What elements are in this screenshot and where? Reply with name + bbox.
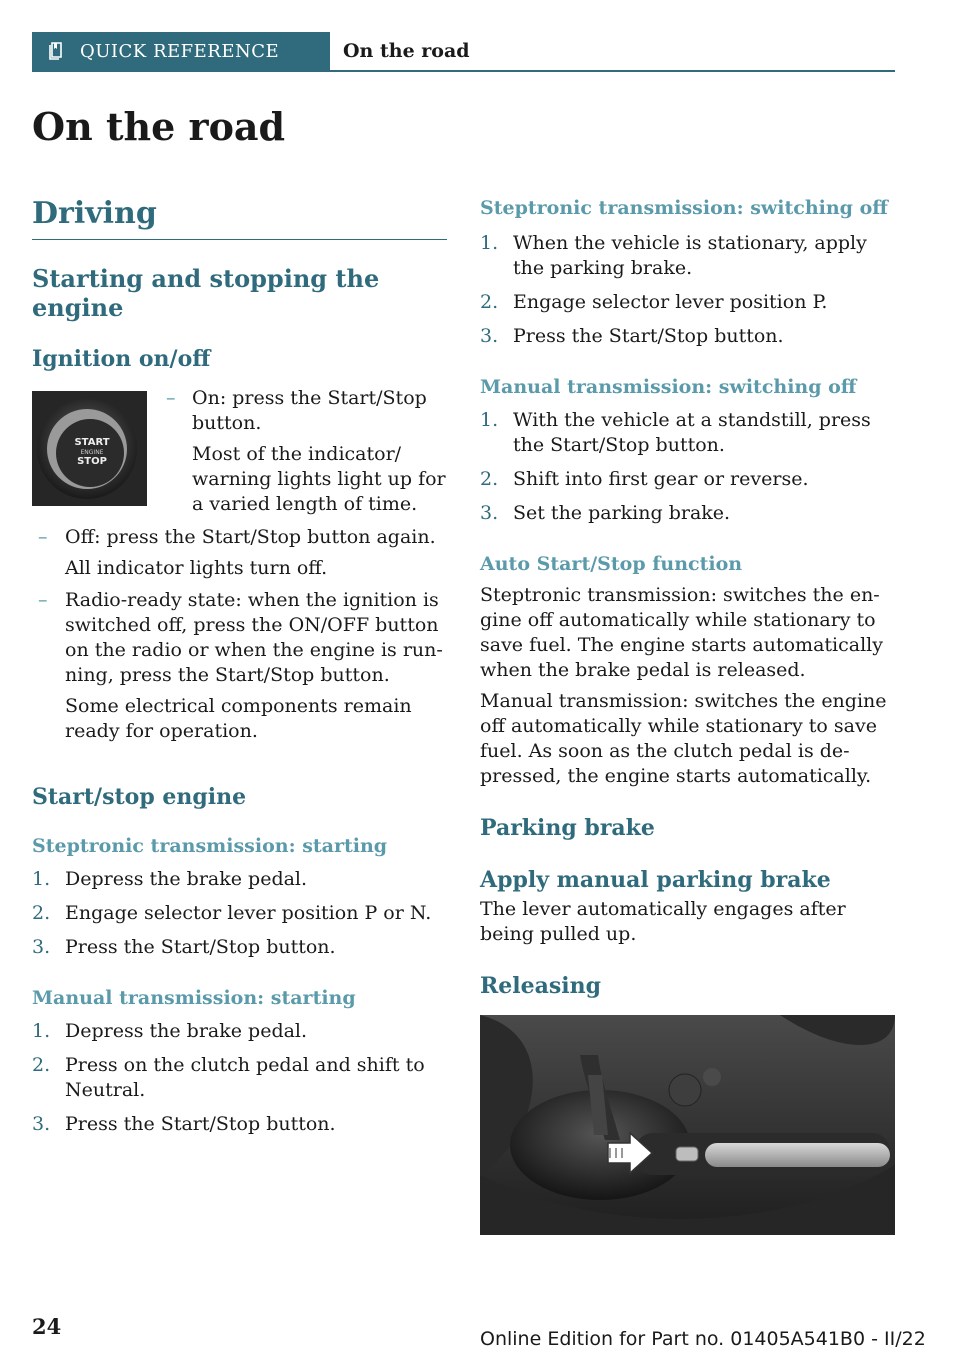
starting-stopping-heading: Starting and stopping the engine — [32, 264, 380, 322]
list-item — [32, 935, 447, 960]
step-number: 2. — [480, 468, 499, 490]
ignition-on-note: Most of the indicator/ warning lights light up for a varied length of time. — [192, 443, 446, 515]
step-number: 1. — [32, 868, 51, 890]
releasing-heading: Releasing — [480, 973, 602, 999]
breadcrumb[interactable]: On the road — [343, 40, 470, 62]
list-item — [32, 1053, 447, 1103]
ignition-on-text: On: press the Start/Stop button. — [192, 387, 427, 434]
page-title: On the road — [32, 104, 286, 149]
step-text: Engage selector lever position P. — [513, 291, 828, 313]
driving-heading: Driving — [32, 196, 447, 240]
steptronic-off-steps — [480, 231, 895, 349]
step-number: 3. — [480, 325, 499, 347]
right-column — [480, 196, 895, 1235]
button-text-stop: STOP — [77, 456, 107, 467]
step-number: 1. — [480, 409, 499, 431]
ignition-heading: Ignition on/off — [32, 346, 211, 372]
step-text: Depress the brake pedal. — [65, 1020, 308, 1042]
step-text: When the vehicle is stationary, apply the parking brake. — [513, 232, 867, 279]
step-text: Press the Start/Stop button. — [513, 325, 784, 347]
left-column — [32, 196, 447, 1137]
step-number: 2. — [480, 291, 499, 313]
list-item — [480, 467, 895, 492]
list-item — [480, 501, 895, 526]
steptronic-start-steps — [32, 867, 447, 960]
step-text: Engage selector lever position P or N. — [65, 902, 432, 924]
step-text: With the vehicle at a standstill, press the Start/Stop button. — [513, 409, 871, 456]
list-item — [32, 1019, 447, 1044]
list-item — [32, 525, 447, 581]
step-text: Press the Start/Stop button. — [65, 1113, 336, 1135]
list-item — [32, 1112, 447, 1137]
list-item — [480, 324, 895, 349]
auto-start-stop-manual: Manual transmission: switches the engine off automatically while stationary to save fuel. As soon as the clutch pedal is de-pressed, the engine starts automatically. — [480, 690, 887, 787]
step-text: Shift into first gear or reverse. — [513, 468, 809, 490]
start-stop-heading: Start/stop engine — [32, 784, 247, 810]
manual-start-steps — [32, 1019, 447, 1137]
step-text: Press the Start/Stop button. — [65, 936, 336, 958]
radio-ready-note: Some electrical components remain ready for operation. — [65, 695, 412, 742]
list-item — [32, 901, 447, 926]
section-label: QUICK REFERENCE — [80, 40, 280, 62]
parking-brake-photo — [480, 1015, 895, 1235]
steptronic-start-heading: Steptronic transmission: starting — [32, 835, 388, 857]
book-icon — [46, 40, 68, 62]
step-number: 1. — [32, 1020, 51, 1042]
step-text: Set the parking brake. — [513, 502, 731, 524]
auto-start-stop-steptronic: Steptronic transmission: switches the en-gine off automatically while stationary to save fuel. The engine starts automatically when the brake pedal is released. — [480, 584, 883, 681]
step-number: 3. — [32, 936, 51, 958]
step-number: 3. — [480, 502, 499, 524]
list-item — [32, 588, 447, 744]
step-text: Press on the clutch pedal and shift to Neutral. — [65, 1054, 425, 1101]
list-item — [480, 290, 895, 315]
parking-brake-heading: Parking brake — [480, 815, 655, 841]
apply-parking-brake-text: The lever automatically engages after being pulled up. — [480, 898, 846, 945]
step-number: 2. — [32, 1054, 51, 1076]
auto-start-stop-heading: Auto Start/Stop function — [480, 553, 743, 575]
step-number: 2. — [32, 902, 51, 924]
apply-parking-brake-heading: Apply manual parking brake — [480, 867, 831, 893]
section-tab[interactable] — [32, 32, 330, 70]
list-item — [480, 408, 895, 458]
steptronic-off-heading: Steptronic transmission: switching off — [480, 197, 888, 219]
button-text-start: START — [74, 437, 110, 448]
start-stop-button-photo — [32, 391, 147, 506]
button-text-engine: ENGINE — [80, 449, 104, 456]
manual-off-steps — [480, 408, 895, 526]
dash-marker: – — [38, 526, 48, 548]
ignition-off-note: All indicator lights turn off. — [65, 557, 328, 579]
edition-note: Online Edition for Part no. 01405A541B0 - II/22 — [480, 1328, 926, 1350]
dash-marker: – — [166, 387, 176, 409]
manual-off-heading: Manual transmission: switching off — [480, 376, 857, 398]
list-item — [160, 386, 447, 517]
step-number: 1. — [480, 232, 499, 254]
step-number: 3. — [32, 1113, 51, 1135]
step-text: Depress the brake pedal. — [65, 868, 308, 890]
radio-ready-text: Radio-ready state: when the ignition is switched off, press the ON/OFF button on the radio or when the engine is run-ning, press the Start/Stop button. — [65, 589, 443, 686]
page-number: 24 — [32, 1314, 62, 1339]
dash-marker: – — [38, 589, 48, 611]
list-item — [32, 867, 447, 892]
ignition-off-text: Off: press the Start/Stop button again. — [65, 526, 436, 548]
header-bar — [32, 32, 895, 72]
list-item — [480, 231, 895, 281]
ignition-block — [32, 386, 447, 744]
manual-start-heading: Manual transmission: starting — [32, 987, 356, 1009]
